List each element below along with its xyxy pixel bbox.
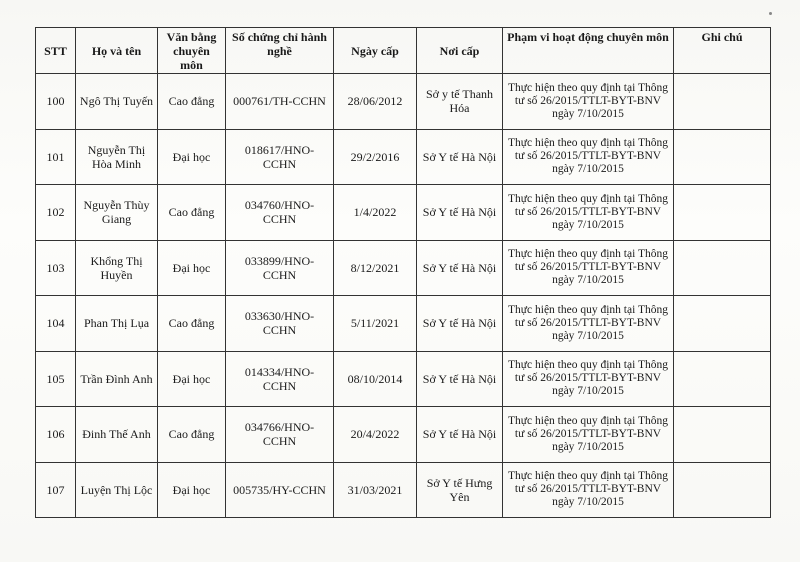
cell-scope: Thực hiện theo quy định tại Thông tư số 26/2015/TTLT-BYT-BNV ngày 7/10/2015	[503, 351, 674, 407]
cell-date: 5/11/2021	[334, 296, 417, 352]
cell-degree: Đại học	[158, 240, 226, 296]
cell-name: Nguyễn Thùy Giang	[76, 185, 158, 241]
cell-cert: 034760/HNO-CCHN	[226, 185, 334, 241]
cell-place: Sở y tế Thanh Hóa	[417, 74, 503, 130]
cell-note	[674, 407, 771, 463]
cell-place: Sở Y tế Hà Nội	[417, 351, 503, 407]
table-row	[36, 74, 771, 130]
header-scope: Phạm vi hoạt động chuyên môn	[503, 28, 674, 74]
cell-name: Khổng Thị Huyền	[76, 240, 158, 296]
cell-stt: 100	[36, 74, 76, 130]
cell-degree: Cao đẳng	[158, 407, 226, 463]
cell-stt: 103	[36, 240, 76, 296]
cell-note	[674, 74, 771, 130]
cell-name: Phan Thị Lụa	[76, 296, 158, 352]
table-row	[36, 185, 771, 241]
cell-place: Sở Y tế Hà Nội	[417, 407, 503, 463]
cell-cert: 033899/HNO-CCHN	[226, 240, 334, 296]
cell-stt: 105	[36, 351, 76, 407]
cell-scope: Thực hiện theo quy định tại Thông tư số 26/2015/TTLT-BYT-BNV ngày 7/10/2015	[503, 185, 674, 241]
scan-speck	[769, 12, 772, 15]
cell-date: 8/12/2021	[334, 240, 417, 296]
cell-name: Trần Đình Anh	[76, 351, 158, 407]
header-note: Ghi chú	[674, 28, 771, 74]
cell-note	[674, 129, 771, 185]
table-row	[36, 462, 771, 518]
cell-cert: 033630/HNO-CCHN	[226, 296, 334, 352]
cell-scope: Thực hiện theo quy định tại Thông tư số 26/2015/TTLT-BYT-BNV ngày 7/10/2015	[503, 74, 674, 130]
cell-stt: 106	[36, 407, 76, 463]
cell-stt: 101	[36, 129, 76, 185]
cell-name: Luyện Thị Lộc	[76, 462, 158, 518]
cell-date: 29/2/2016	[334, 129, 417, 185]
cell-cert: 005735/HY-CCHN	[226, 462, 334, 518]
cell-cert: 018617/HNO-CCHN	[226, 129, 334, 185]
header-cert: Số chứng chỉ hành nghề	[226, 28, 334, 74]
table-row	[36, 351, 771, 407]
cell-degree: Đại học	[158, 351, 226, 407]
cell-date: 1/4/2022	[334, 185, 417, 241]
table-row	[36, 407, 771, 463]
cell-stt: 104	[36, 296, 76, 352]
cell-place: Sở Y tế Hà Nội	[417, 185, 503, 241]
cell-note	[674, 462, 771, 518]
header-row	[36, 28, 771, 74]
cell-scope: Thực hiện theo quy định tại Thông tư số 26/2015/TTLT-BYT-BNV ngày 7/10/2015	[503, 129, 674, 185]
header-stt: STT	[36, 28, 76, 74]
cell-scope: Thực hiện theo quy định tại Thông tư số 26/2015/TTLT-BYT-BNV ngày 7/10/2015	[503, 296, 674, 352]
cell-date: 31/03/2021	[334, 462, 417, 518]
cell-scope: Thực hiện theo quy định tại Thông tư số 26/2015/TTLT-BYT-BNV ngày 7/10/2015	[503, 407, 674, 463]
cell-degree: Đại học	[158, 129, 226, 185]
cell-place: Sở Y tế Hà Nội	[417, 240, 503, 296]
cell-note	[674, 296, 771, 352]
cell-note	[674, 240, 771, 296]
cell-scope: Thực hiện theo quy định tại Thông tư số 26/2015/TTLT-BYT-BNV ngày 7/10/2015	[503, 240, 674, 296]
cell-degree: Cao đẳng	[158, 296, 226, 352]
cell-date: 28/06/2012	[334, 74, 417, 130]
cell-date: 08/10/2014	[334, 351, 417, 407]
practitioner-table	[35, 27, 771, 518]
cell-place: Sở Y tế Hưng Yên	[417, 462, 503, 518]
cell-date: 20/4/2022	[334, 407, 417, 463]
cell-cert: 034766/HNO-CCHN	[226, 407, 334, 463]
header-name: Họ và tên	[76, 28, 158, 74]
table-row	[36, 296, 771, 352]
cell-degree: Đại học	[158, 462, 226, 518]
cell-degree: Cao đẳng	[158, 74, 226, 130]
cell-note	[674, 185, 771, 241]
table-row	[36, 129, 771, 185]
cell-name: Ngô Thị Tuyến	[76, 74, 158, 130]
cell-name: Nguyễn Thị Hòa Minh	[76, 129, 158, 185]
cell-scope: Thực hiện theo quy định tại Thông tư số 26/2015/TTLT-BYT-BNV ngày 7/10/2015	[503, 462, 674, 518]
cell-place: Sở Y tế Hà Nội	[417, 296, 503, 352]
cell-stt: 102	[36, 185, 76, 241]
cell-note	[674, 351, 771, 407]
cell-degree: Cao đẳng	[158, 185, 226, 241]
header-place: Nơi cấp	[417, 28, 503, 74]
table-row	[36, 240, 771, 296]
cell-stt: 107	[36, 462, 76, 518]
cell-name: Đinh Thế Anh	[76, 407, 158, 463]
cell-cert: 000761/TH-CCHN	[226, 74, 334, 130]
header-degree: Văn bằng chuyên môn	[158, 28, 226, 74]
staff-table-wrapper	[35, 27, 771, 518]
header-date: Ngày cấp	[334, 28, 417, 74]
cell-place: Sở Y tế Hà Nội	[417, 129, 503, 185]
cell-cert: 014334/HNO-CCHN	[226, 351, 334, 407]
